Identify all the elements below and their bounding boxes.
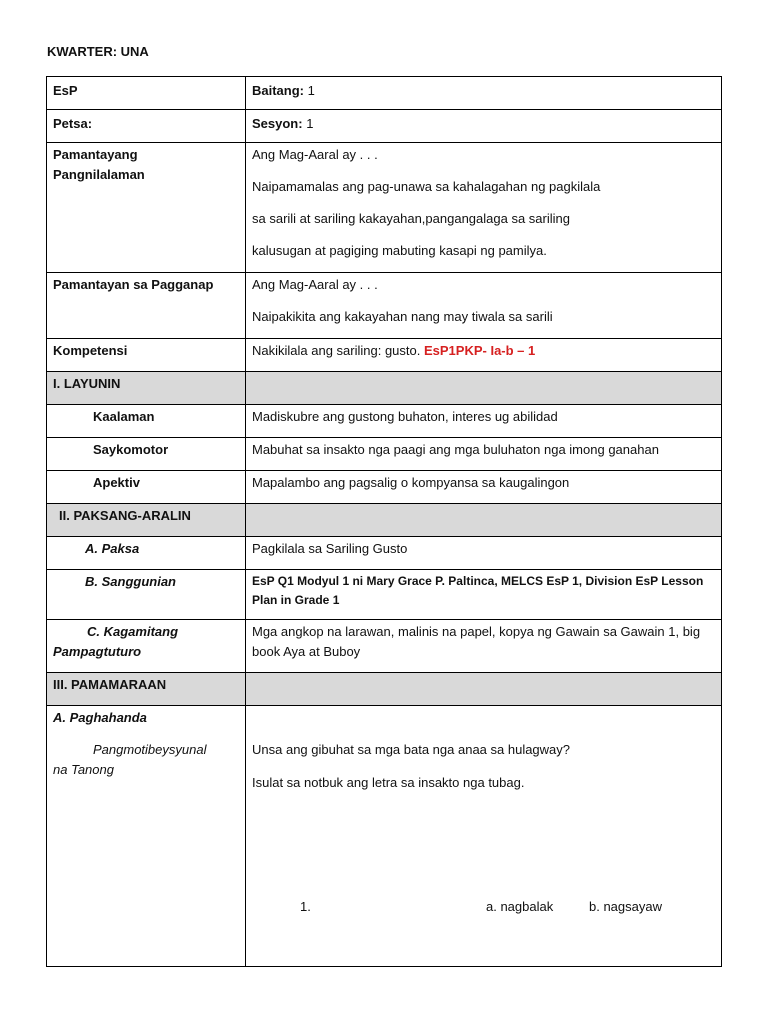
competency-code: EsP1PKP- Ia-b – 1 (423, 343, 536, 358)
reference-text: EsP Q1 Modyul 1 ni Mary Grace P. Paltinca, MELCS EsP 1, Division EsP Lesson Plan in Grade 1 (246, 570, 722, 620)
performance-standard-text (246, 273, 722, 339)
table-row (47, 673, 722, 706)
text-line: Naipakikita ang kakayahan nang may tiwala sa sarili (252, 309, 553, 324)
label-line: Pampagtuturo (53, 644, 142, 659)
choice-b: b. nagsayaw (589, 899, 662, 914)
objective-label: Apektiv (47, 471, 246, 504)
content-standard-text (246, 143, 722, 273)
item-number: 1. (300, 899, 311, 914)
table-row (47, 77, 722, 110)
subject-matter-heading: II. PAKSANG-ARALIN (47, 504, 246, 537)
materials-label (47, 620, 246, 673)
table-row (47, 143, 722, 273)
objectives-heading: I. LAYUNIN (47, 372, 246, 405)
table-row (47, 273, 722, 339)
session-label: Sesyon: (252, 116, 303, 131)
label-line: Pamantayang (53, 147, 138, 162)
question-text: Isulat sa notbuk ang letra sa insakto nga tubag. (252, 775, 525, 790)
table-row (47, 706, 722, 967)
date-label: Petsa: (47, 110, 246, 143)
empty-cell (246, 504, 722, 537)
table-row (47, 372, 722, 405)
content-standard-label (47, 143, 246, 273)
quarter-heading: KWARTER: UNA (47, 44, 149, 59)
objective-label: Saykomotor (47, 438, 246, 471)
grade-value: 1 (307, 83, 315, 98)
table-row (47, 438, 722, 471)
motivation-label: na Tanong (53, 762, 114, 777)
empty-cell (246, 372, 722, 405)
subject-cell: EsP (47, 77, 246, 110)
objective-text: Mabuhat sa insakto nga paagi ang mga buluhaton nga imong ganahan (246, 438, 722, 471)
topic-text: Pagkilala sa Sariling Gusto (246, 537, 722, 570)
objective-text: Mapalambo ang pagsalig o kompyansa sa kaugalingon (246, 471, 722, 504)
label-line: Pangnilalaman (53, 167, 145, 182)
preparation-label: A. Paghahanda (53, 710, 147, 725)
text-line: kalusugan at pagiging mabuting kasapi ng pamilya. (252, 243, 547, 258)
table-row (47, 537, 722, 570)
text-line: Naipamamalas ang pag-unawa sa kahalagahan ng pagkilala (252, 179, 601, 194)
motivation-question-cell (246, 706, 722, 967)
topic-label: A. Paksa (47, 537, 246, 570)
table-row (47, 504, 722, 537)
session-value: 1 (306, 116, 314, 131)
text-line: Ang Mag-Aaral ay . . . (252, 147, 378, 162)
table-row (47, 405, 722, 438)
choice-a: a. nagbalak (486, 899, 554, 914)
motivation-label: Pangmotibeysyunal (93, 742, 207, 757)
table-row (47, 110, 722, 143)
competency-text: Nakikilala ang sariling: gusto. (252, 343, 424, 358)
label-line: C. Kagamitang (87, 624, 179, 639)
competency-cell (246, 339, 722, 372)
performance-standard-label: Pamantayan sa Pagganap (47, 273, 246, 339)
text-line: sa sarili at sariling kakayahan,pangangalaga sa sariling (252, 211, 570, 226)
objective-text: Madiskubre ang gustong buhaton, interes ug abilidad (246, 405, 722, 438)
session-cell (246, 110, 722, 143)
table-row (47, 570, 722, 620)
answer-choices (252, 897, 715, 917)
text-line: Ang Mag-Aaral ay . . . (252, 277, 378, 292)
preparation-cell (47, 706, 246, 967)
procedure-heading: III. PAMAMARAAN (47, 673, 246, 706)
table-row (47, 620, 722, 673)
lesson-plan-table (46, 76, 722, 967)
question-text: Unsa ang gibuhat sa mga bata nga anaa sa hulagway? (252, 742, 571, 757)
table-row (47, 339, 722, 372)
competency-label: Kompetensi (47, 339, 246, 372)
reference-label: B. Sanggunian (47, 570, 246, 620)
empty-cell (246, 673, 722, 706)
grade-cell (246, 77, 722, 110)
objective-label: Kaalaman (47, 405, 246, 438)
materials-text: Mga angkop na larawan, malinis na papel, kopya ng Gawain sa Gawain 1, big book Aya at Buboy (246, 620, 722, 673)
grade-label: Baitang: (252, 83, 304, 98)
table-row (47, 471, 722, 504)
